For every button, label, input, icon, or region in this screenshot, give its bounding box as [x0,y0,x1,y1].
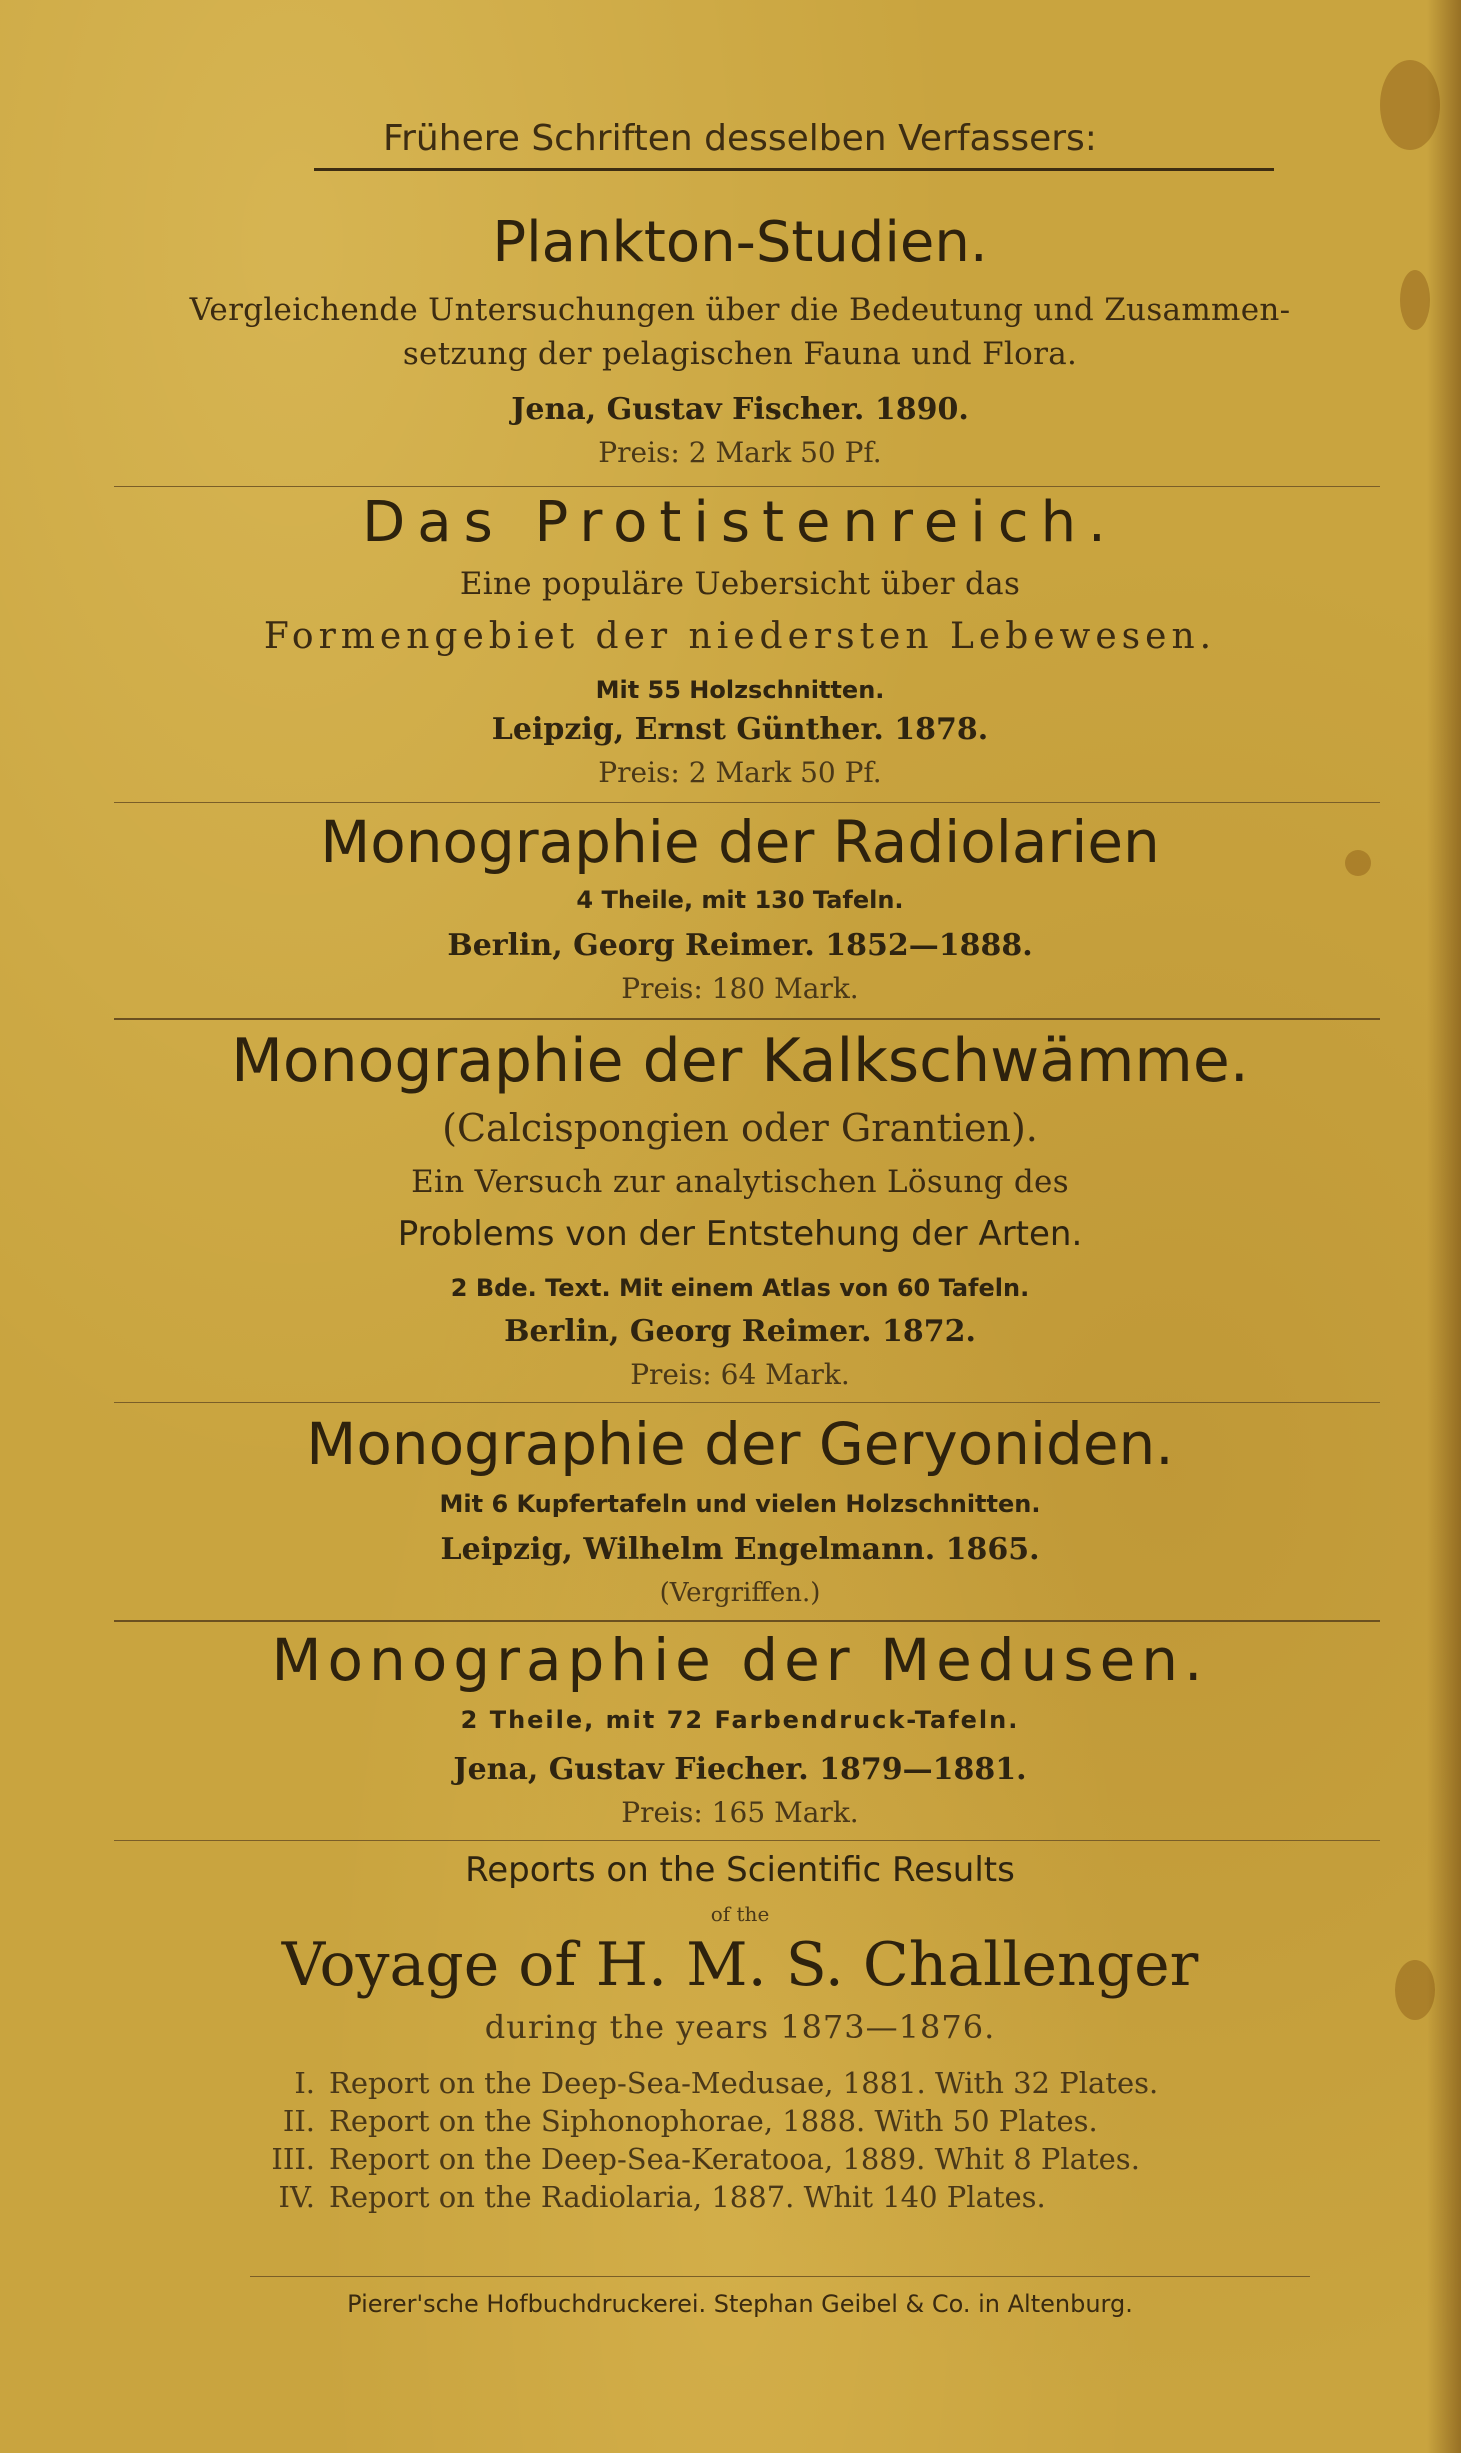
book-description: (Calcispongien oder Grantien). [442,1106,1038,1150]
book-publisher: Jena, Gustav Fiecher. 1879—1881. [453,1752,1027,1787]
advertisement-page [100,0,1380,2453]
book-description: Ein Versuch zur analytischen Lösung des [411,1164,1069,1200]
book-detail: 4 Theile, mit 130 Tafeln. [576,886,904,914]
book-title: Das Protistenreich. [362,490,1118,555]
report-number: II. [282,2104,315,2138]
report-number: I. [294,2066,315,2100]
section-divider [114,1840,1380,1841]
book-description: setzung der pelagischen Fauna und Flora. [402,336,1078,372]
report-list-item [260,2180,1046,2214]
report-text: Report on the Deep-Sea-Keratooa, 1889. Whit 8 Plates. [329,2142,1140,2176]
foxing-stain [1395,1960,1435,2020]
book-description: Formengebiet der niedersten Lebewesen. [263,616,1217,657]
book-price: (Vergriffen.) [659,1578,821,1608]
book-detail: Mit 55 Holzschnitten. [595,676,885,704]
series-title: Voyage of H. M. S. Challenger [281,1930,1199,2000]
printer-imprint: Pierer'sche Hofbuchdruckerei. Stephan Geibel & Co. in Altenburg. [347,2290,1133,2318]
footer-divider [250,2276,1310,2277]
report-text: Report on the Siphonophorae, 1888. With 50 Plates. [329,2104,1098,2138]
book-publisher: Leipzig, Ernst Günther. 1878. [491,712,989,747]
book-price: Preis: 180 Mark. [621,972,859,1005]
book-title: Monographie der Medusen. [271,1626,1209,1694]
book-detail: Mit 6 Kupfertafeln und vielen Holzschnitten. [439,1490,1041,1518]
book-price: Preis: 2 Mark 50 Pf. [598,436,882,469]
page-heading: Frühere Schriften desselben Verfassers: [383,118,1097,159]
report-list-item [260,2066,1158,2100]
section-divider [114,486,1380,487]
book-detail: 2 Theile, mit 72 Farbendruck-Tafeln. [460,1706,1020,1734]
book-price: Preis: 2 Mark 50 Pf. [598,756,882,789]
heading-underline [314,168,1274,171]
book-publisher: Berlin, Georg Reimer. 1872. [504,1314,976,1349]
series-years: during the years 1873—1876. [484,2008,996,2046]
section-divider [114,1620,1380,1622]
section-divider [114,802,1380,803]
book-description: Problems von der Entstehung der Arten. [397,1214,1083,1254]
book-title: Monographie der Radiolarien [320,808,1160,876]
series-connector: of the [710,1902,770,1926]
report-text: Report on the Deep-Sea-Medusae, 1881. With 32 Plates. [329,2066,1159,2100]
section-divider [114,1018,1380,1020]
report-text: Report on the Radiolaria, 1887. Whit 140 Plates. [329,2180,1046,2214]
report-list-item [260,2142,1140,2176]
book-publisher: Berlin, Georg Reimer. 1852—1888. [447,928,1033,963]
series-heading: Reports on the Scientific Results [465,1850,1015,1890]
book-title: Plankton-Studien. [492,210,988,275]
book-description: Vergleichende Untersuchungen über die Bedeutung und Zusammen- [189,292,1291,328]
book-price: Preis: 165 Mark. [621,1796,859,1829]
book-title: Monographie der Geryoniden. [306,1410,1174,1478]
book-publisher: Jena, Gustav Fischer. 1890. [511,392,969,427]
book-price: Preis: 64 Mark. [630,1358,850,1391]
book-description: Eine populäre Uebersicht über das [459,566,1021,602]
book-title: Monographie der Kalkschwämme. [231,1026,1249,1096]
page-edge-shadow [1427,0,1461,2453]
report-number: III. [271,2142,315,2176]
foxing-stain [1400,270,1430,330]
book-detail: 2 Bde. Text. Mit einem Atlas von 60 Tafeln. [450,1274,1030,1302]
report-number: IV. [278,2180,315,2214]
foxing-stain [1380,60,1440,150]
book-publisher: Leipzig, Wilhelm Engelmann. 1865. [440,1532,1040,1567]
section-divider [114,1402,1380,1403]
report-list-item [260,2104,1098,2138]
